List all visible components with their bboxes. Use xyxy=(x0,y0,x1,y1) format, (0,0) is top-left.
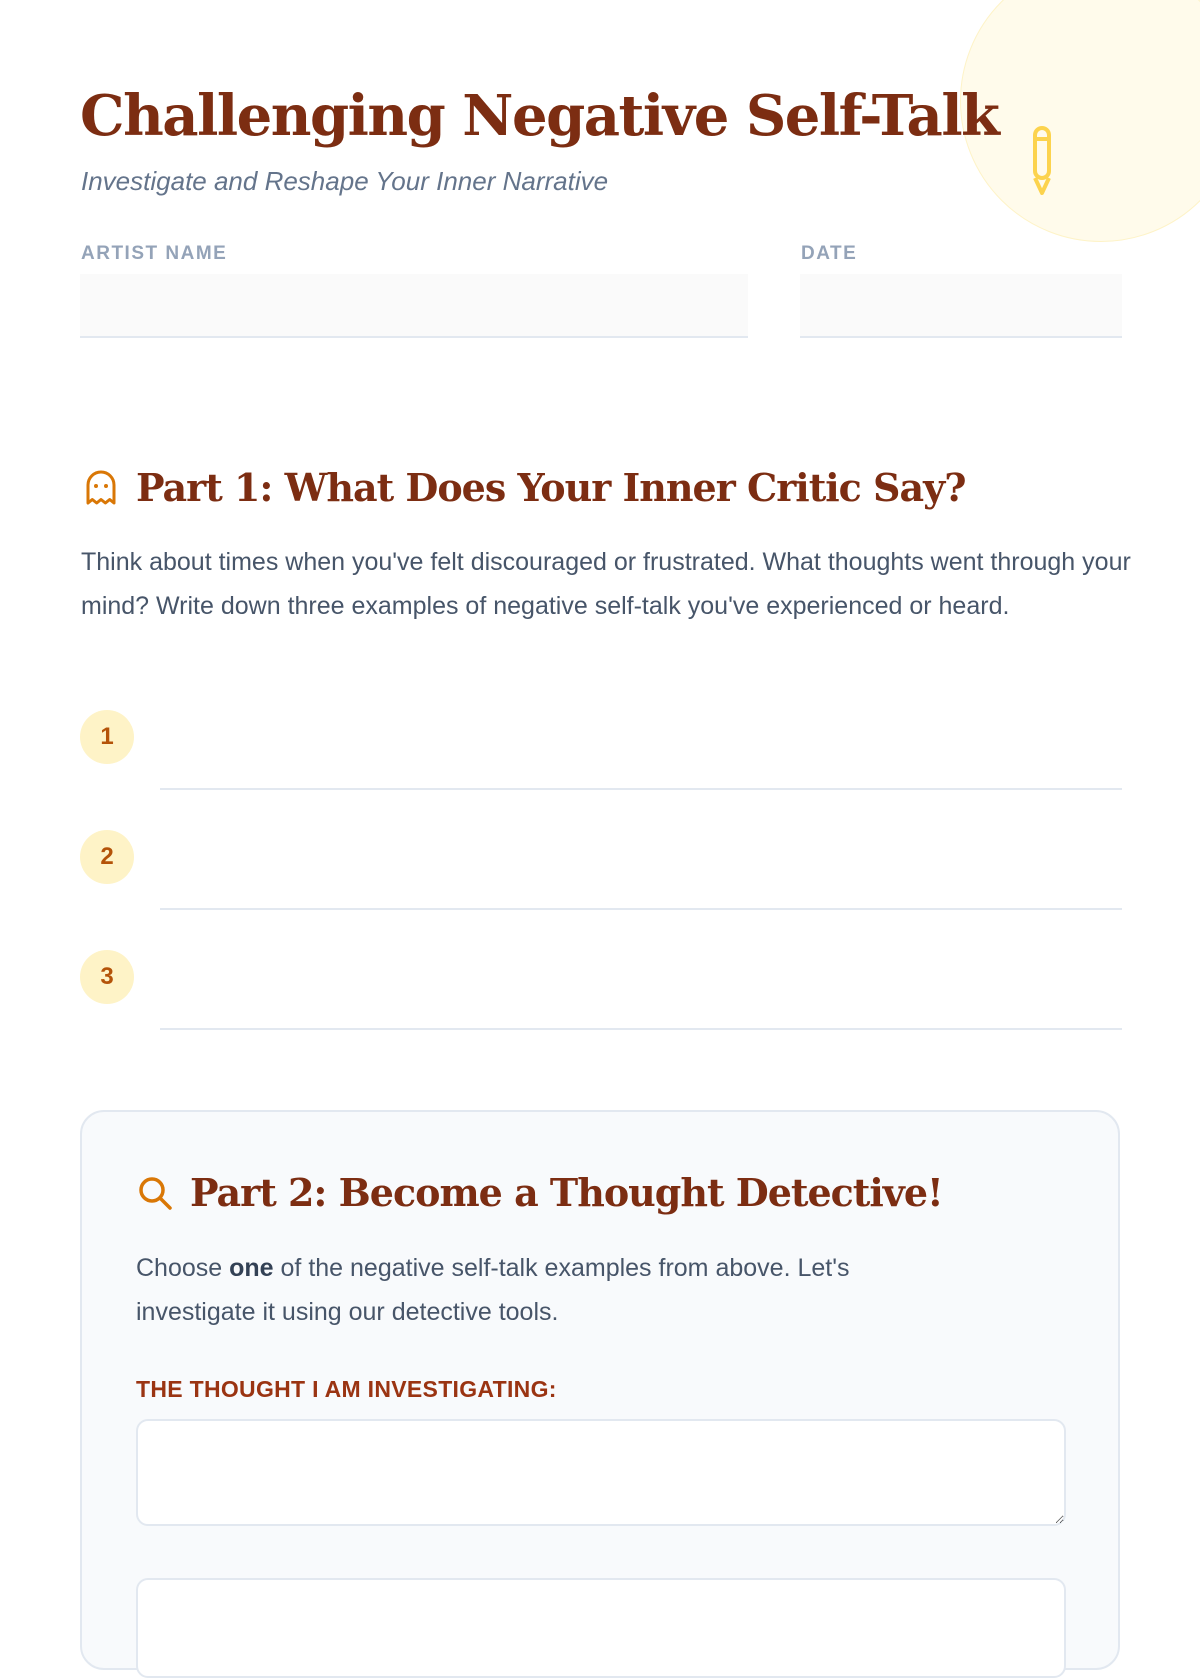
part2-heading-text: Part 2: Become a Thought Detective! xyxy=(190,1170,943,1215)
part2-description-start: Choose xyxy=(136,1254,230,1282)
page-subtitle: Investigate and Reshape Your Inner Narrative xyxy=(81,166,609,196)
artist-name-field[interactable] xyxy=(80,274,748,338)
part2-heading xyxy=(136,1168,943,1218)
page-title: Challenging Negative Self-Talk xyxy=(80,83,999,149)
part1-heading xyxy=(82,463,965,513)
item-number-badge: 1 xyxy=(80,710,134,764)
investigating-thought-input[interactable] xyxy=(136,1419,1066,1526)
next-answer-box[interactable] xyxy=(136,1578,1066,1678)
artist-name-label: ARTIST NAME xyxy=(81,243,228,264)
date-field[interactable] xyxy=(800,274,1122,338)
part2-description-end: of the negative self-talk examples from above. Let's investigate it using our detective tools. xyxy=(136,1254,850,1326)
date-label: DATE xyxy=(801,243,858,264)
part1-description: Think about times when you've felt discouraged or frustrated. What thoughts went through your mind? Write down three examples of negative self-talk you've experienced or heard. xyxy=(81,548,1131,620)
part2-description-emphasis: one xyxy=(229,1254,274,1282)
item-number-badge: 2 xyxy=(80,830,134,884)
search-icon xyxy=(136,1174,174,1212)
pencil-icon xyxy=(1030,125,1054,195)
answer-line-3[interactable] xyxy=(160,1028,1122,1030)
part2-description xyxy=(136,1247,966,1334)
answer-line-1[interactable] xyxy=(160,788,1122,790)
investigating-label: THE THOUGHT I AM INVESTIGATING: xyxy=(136,1376,557,1402)
ghost-icon xyxy=(82,469,120,507)
item-number-badge: 3 xyxy=(80,950,134,1004)
answer-line-2[interactable] xyxy=(160,908,1122,910)
part1-heading-text: Part 1: What Does Your Inner Critic Say? xyxy=(136,465,966,510)
